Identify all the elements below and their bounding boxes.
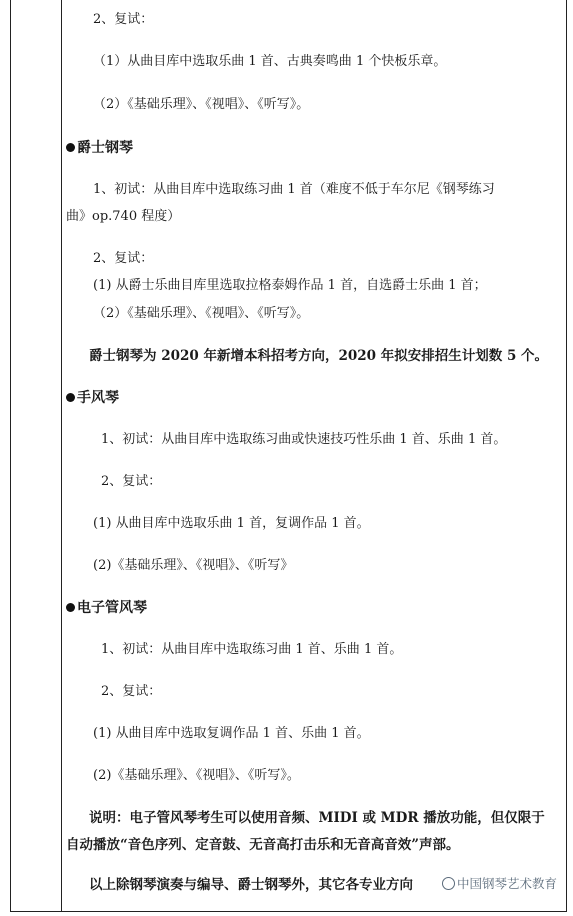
summary-line: 以上除钢琴演奏与编导、爵士钢琴外，其它各专业方向: [89, 877, 413, 893]
electone-note-line-1: 说明：电子管风琴考生可以使用音频、MIDI 或 MDR 播放功能，但仅限于: [89, 810, 545, 826]
table-left-column: [10, 0, 62, 912]
section-title-electone: 电子管风琴: [77, 600, 147, 616]
retest-accordion-item-1: (1) 从曲目库中选取乐曲 1 首，复调作品 1 首。: [93, 516, 370, 531]
bullet-icon: [66, 143, 75, 152]
section-heading-electone: [66, 600, 147, 616]
retest-electone-item-1: (1) 从曲目库中选取复调作品 1 首、乐曲 1 首。: [93, 726, 370, 741]
bullet-icon: [66, 393, 75, 402]
retest-jazz-item-1: (1) 从爵士乐曲目库里选取拉格泰姆作品 1 首，自选爵士乐曲 1 首；: [93, 278, 487, 293]
retest-item-1: （1）从曲目库中选取乐曲 1 首、古典奏鸣曲 1 个快板乐章。: [93, 54, 447, 69]
watermark: [440, 874, 559, 892]
section-heading-accordion: [66, 390, 119, 406]
retest-electone-item-2: (2)《基础乐理》、《视唱》、《听写》。: [93, 768, 300, 783]
section-title-accordion: 手风琴: [77, 390, 119, 406]
wechat-icon: [442, 877, 455, 890]
retest-jazz-heading: 2、复试：: [93, 251, 154, 266]
prelim-electone: 1、初试：从曲目库中选取练习曲 1 首、乐曲 1 首。: [101, 642, 403, 657]
watermark-text: 中国钢琴艺术教育: [457, 876, 558, 891]
prelim-accordion: 1、初试：从曲目库中选取练习曲或快速技巧性乐曲 1 首、乐曲 1 首。: [101, 432, 507, 447]
retest-accordion-item-2: (2)《基础乐理》、《视唱》、《听写》: [93, 558, 294, 573]
table-bottom-border: [10, 911, 566, 912]
retest-item-2: （2）《基础乐理》、《视唱》、《听写》。: [93, 97, 310, 112]
retest-accordion-heading: 2、复试：: [101, 474, 162, 489]
prelim-jazz-line-2: 曲》op.740 程度）: [66, 209, 181, 224]
prelim-jazz-line-1: 1、初试：从曲目库中选取练习曲 1 首（难度不低于车尔尼《钢琴练习: [93, 182, 495, 197]
bullet-icon: [66, 603, 75, 612]
retest-heading: 2、复试：: [93, 12, 154, 27]
electone-note-line-2: 自动播放“音色序列、定音鼓、无音高打击乐和无音高音效”声部。: [66, 837, 460, 853]
section-heading-jazz-piano: [66, 140, 133, 156]
retest-electone-heading: 2、复试：: [101, 684, 162, 699]
jazz-piano-note: 爵士钢琴为 2020 年新增本科招考方向，2020 年拟安排招生计划数 5 个。: [89, 348, 549, 364]
section-title-jazz-piano: 爵士钢琴: [77, 140, 133, 156]
retest-jazz-item-2: （2）《基础乐理》、《视唱》、《听写》。: [93, 306, 310, 321]
